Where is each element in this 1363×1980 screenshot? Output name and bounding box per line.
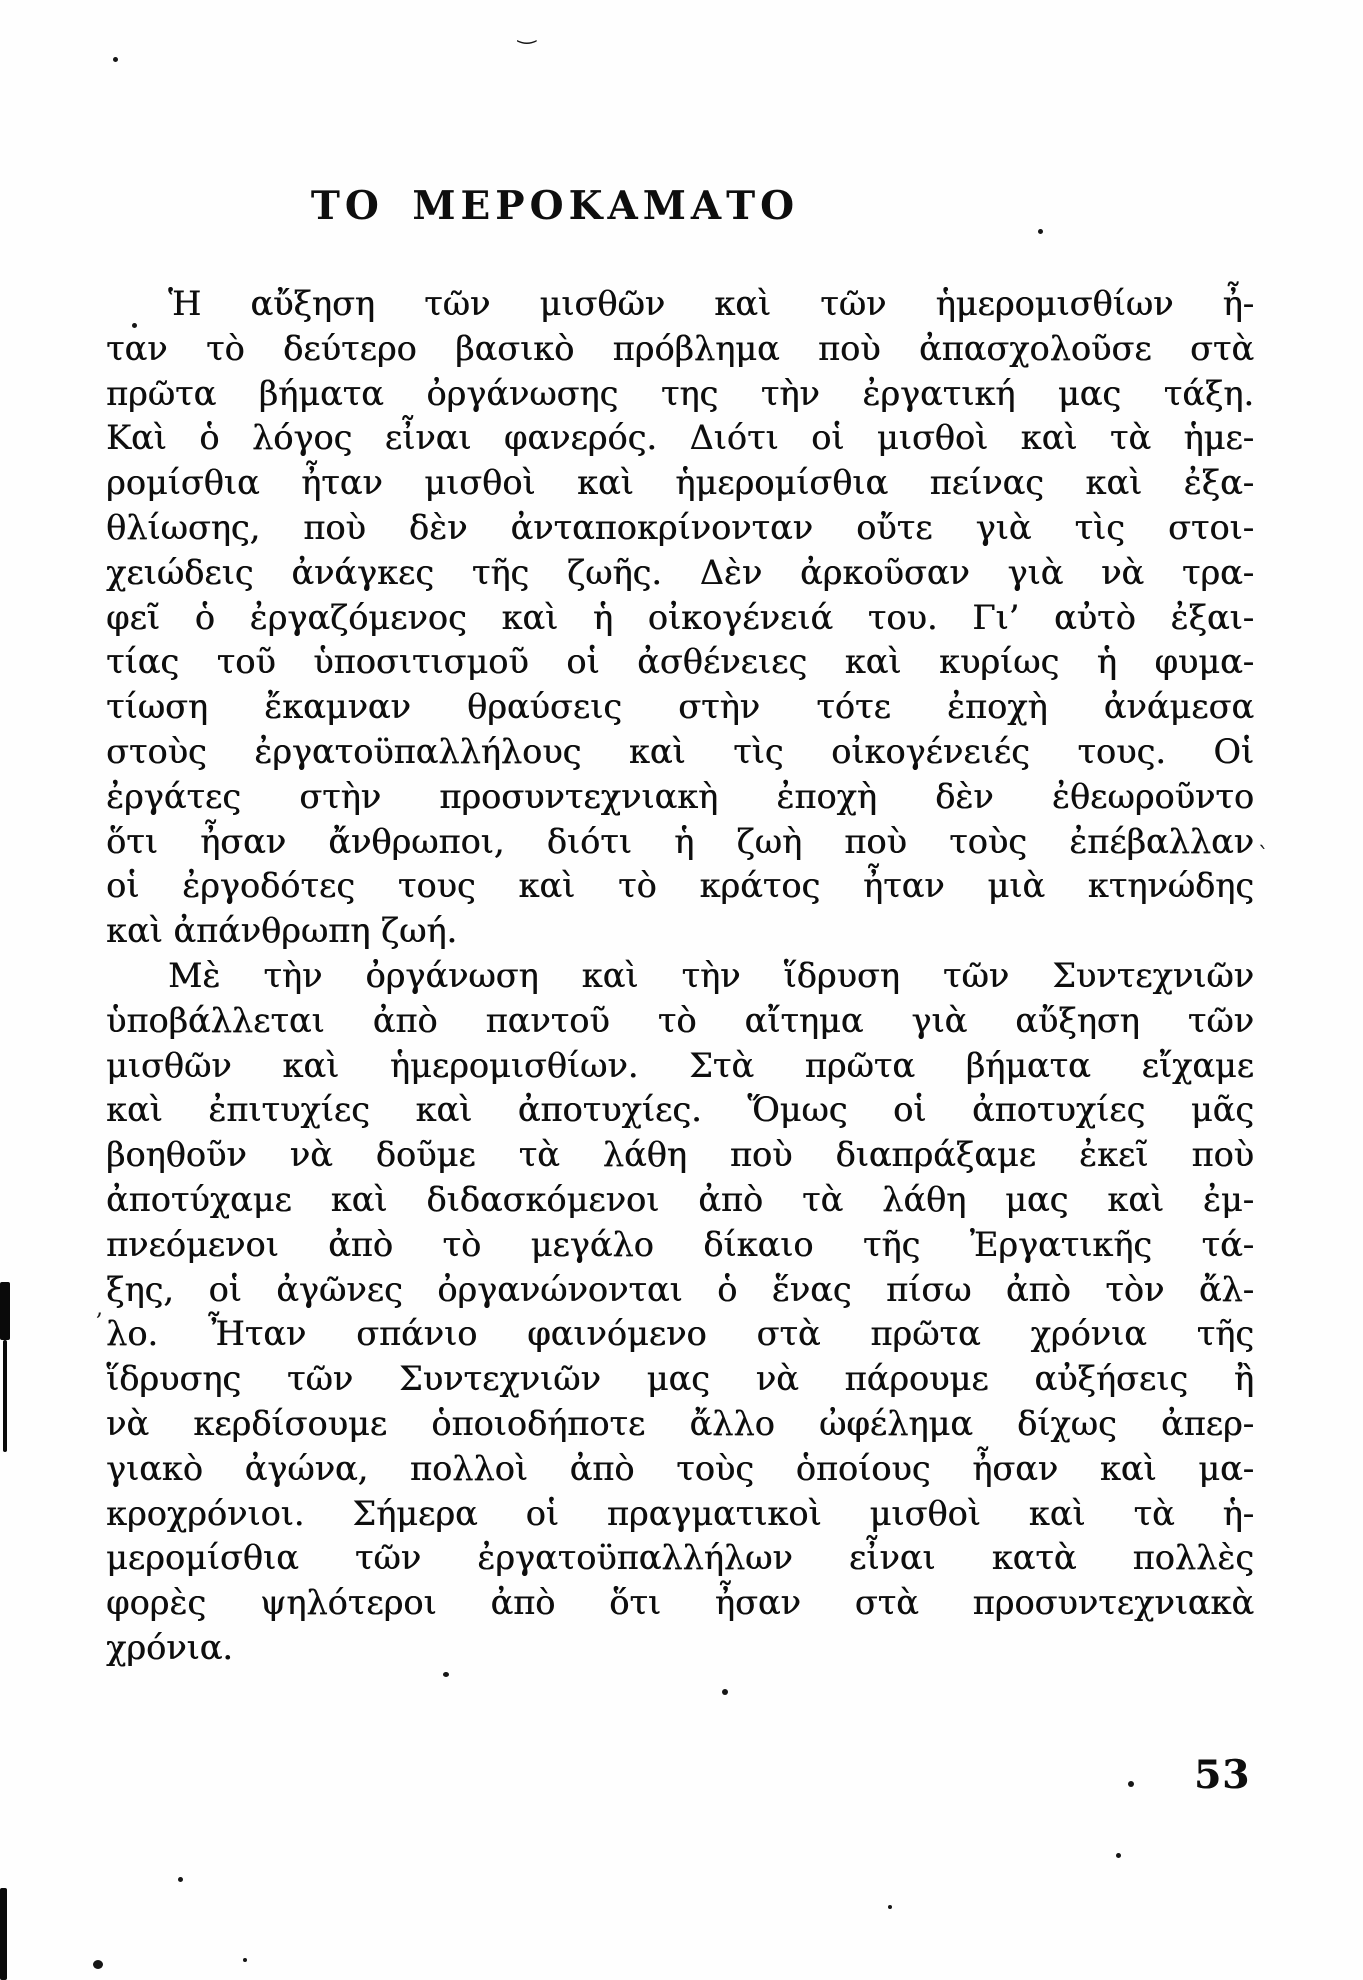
text-line: φεῖ ὁ ἐργαζόμενος καὶ ἡ οἰκογένειά του. Γι’ αὐτὸ ἐξαι-	[106, 597, 1254, 637]
text-line: πνεόμενοι ἀπὸ τὸ μεγάλο δίκαιο τῆς Ἐργατικῆς τά-	[106, 1224, 1254, 1264]
scan-speck: ‿	[518, 20, 536, 45]
text-line: πρῶτα βήματα ὀργάνωσης της τὴν ἐργατική μας τάξη.	[106, 373, 1254, 413]
scan-speck	[888, 1905, 892, 1909]
scan-edge-mark	[3, 1340, 7, 1452]
text-line: ἐργάτες στὴν προσυντεχνιακὴ ἐποχὴ δὲν ἐθεωροῦντο	[106, 776, 1254, 816]
text-line: ταν τὸ δεύτερο βασικὸ πρόβλημα ποὺ ἀπασχολοῦσε στὰ	[106, 328, 1254, 368]
scan-speck	[1128, 1781, 1134, 1787]
text-line: καὶ ἐπιτυχίες καὶ ἀποτυχίες. Ὅμως οἱ ἀποτυχίες μᾶς	[106, 1090, 1254, 1130]
text-line: τίας τοῦ ὑποσιτισμοῦ οἱ ἀσθένειες καὶ κυρίως ἡ φυμα-	[106, 642, 1254, 682]
scan-speck: ˋ	[1258, 844, 1269, 869]
page-title: ΤΟ ΜΕΡΟΚΑΜΑΤΟ	[310, 183, 800, 229]
scan-speck	[1116, 1853, 1121, 1858]
text-line: στοὺς ἐργατοϋπαλλήλους καὶ τὶς οἰκογένειές τους. Οἱ	[106, 731, 1254, 771]
text-line: νὰ κερδίσουμε ὁποιοδήποτε ἄλλο ὠφέλημα δίχως ἀπερ-	[106, 1403, 1254, 1443]
text-line: ὑποβάλλεται ἀπὸ παντοῦ τὸ αἴτημα γιὰ αὔξηση τῶν	[106, 1000, 1254, 1040]
scan-speck	[243, 1958, 247, 1962]
text-line: Ἡ αὔξηση τῶν μισθῶν καὶ τῶν ἡμερομισθίων ἦ-	[168, 284, 1254, 323]
text-line: καὶ ἀπάνθρωπη ζωή.	[106, 911, 458, 951]
page-number: 53	[1194, 1752, 1251, 1798]
text-line: κροχρόνιοι. Σήμερα οἱ πραγματικοὶ μισθοὶ καὶ τὰ ἡ-	[106, 1493, 1254, 1533]
scan-speck: ,	[96, 1296, 103, 1321]
text-line: μισθῶν καὶ ἡμερομισθίων. Στὰ πρῶτα βήματα εἴχαμε	[106, 1045, 1254, 1085]
text-line: ἀποτύχαμε καὶ διδασκόμενοι ἀπὸ τὰ λάθη μας καὶ ἐμ-	[106, 1179, 1254, 1219]
scan-speck	[722, 1689, 728, 1695]
text-line: ὅτι ἦσαν ἄνθρωποι, διότι ἡ ζωὴ ποὺ τοὺς ἐπέβαλλαν	[106, 821, 1254, 861]
scan-speck	[178, 1877, 183, 1882]
text-line: χειώδεις ἀνάγκες τῆς ζωῆς. Δὲν ἀρκοῦσαν γιὰ νὰ τρα-	[106, 552, 1254, 592]
scan-speck	[132, 323, 137, 328]
text-line: γιακὸ ἀγώνα, πολλοὶ ἀπὸ τοὺς ὁποίους ἦσαν καὶ μα-	[106, 1448, 1254, 1488]
scan-speck	[113, 57, 118, 62]
text-line: ρομίσθια ἦταν μισθοὶ καὶ ἡμερομίσθια πείνας καὶ ἐξα-	[106, 463, 1254, 503]
scan-speck	[443, 1672, 449, 1677]
text-line: μερομίσθια τῶν ἐργατοϋπαλλήλων εἶναι κατὰ πολλὲς	[106, 1538, 1254, 1578]
text-line: ἵδρυσης τῶν Συντεχνιῶν μας νὰ πάρουμε αὐξήσεις ἢ	[106, 1359, 1254, 1399]
scan-edge-mark	[0, 1888, 7, 1980]
body-text	[106, 282, 1254, 1671]
text-line: ξης, οἱ ἀγῶνες ὀργανώνονται ὁ ἕνας πίσω ἀπὸ τὸν ἄλ-	[106, 1269, 1254, 1309]
text-line: θλίωσης, ποὺ δὲν ἀνταποκρίνονταν οὔτε γιὰ τὶς στοι-	[106, 507, 1254, 547]
text-line: φορὲς ψηλότεροι ἀπὸ ὅτι ἦσαν στὰ προσυντεχνιακὰ	[106, 1583, 1254, 1623]
text-line: λο. Ἦταν σπάνιο φαινόμενο στὰ πρῶτα χρόνια τῆς	[106, 1314, 1254, 1354]
scan-edge-mark	[0, 1282, 10, 1340]
text-line: τίωση ἔκαμναν θραύσεις στὴν τότε ἐποχὴ ἀνάμεσα	[106, 687, 1254, 727]
text-line: Μὲ τὴν ὀργάνωση καὶ τὴν ἵδρυση τῶν Συντεχνιῶν	[168, 955, 1254, 995]
text-line: βοηθοῦν νὰ δοῦμε τὰ λάθη ποὺ διαπράξαμε ἐκεῖ ποὺ	[106, 1135, 1254, 1175]
text-line: χρόνια.	[106, 1627, 233, 1667]
scan-speck	[1038, 229, 1043, 234]
text-line: οἱ ἐργοδότες τους καὶ τὸ κράτος ἦταν μιὰ κτηνώδης	[106, 866, 1254, 906]
scan-speck	[93, 1960, 103, 1969]
text-line: Καὶ ὁ λόγος εἶναι φανερός. Διότι οἱ μισθοὶ καὶ τὰ ἡμε-	[106, 418, 1254, 458]
